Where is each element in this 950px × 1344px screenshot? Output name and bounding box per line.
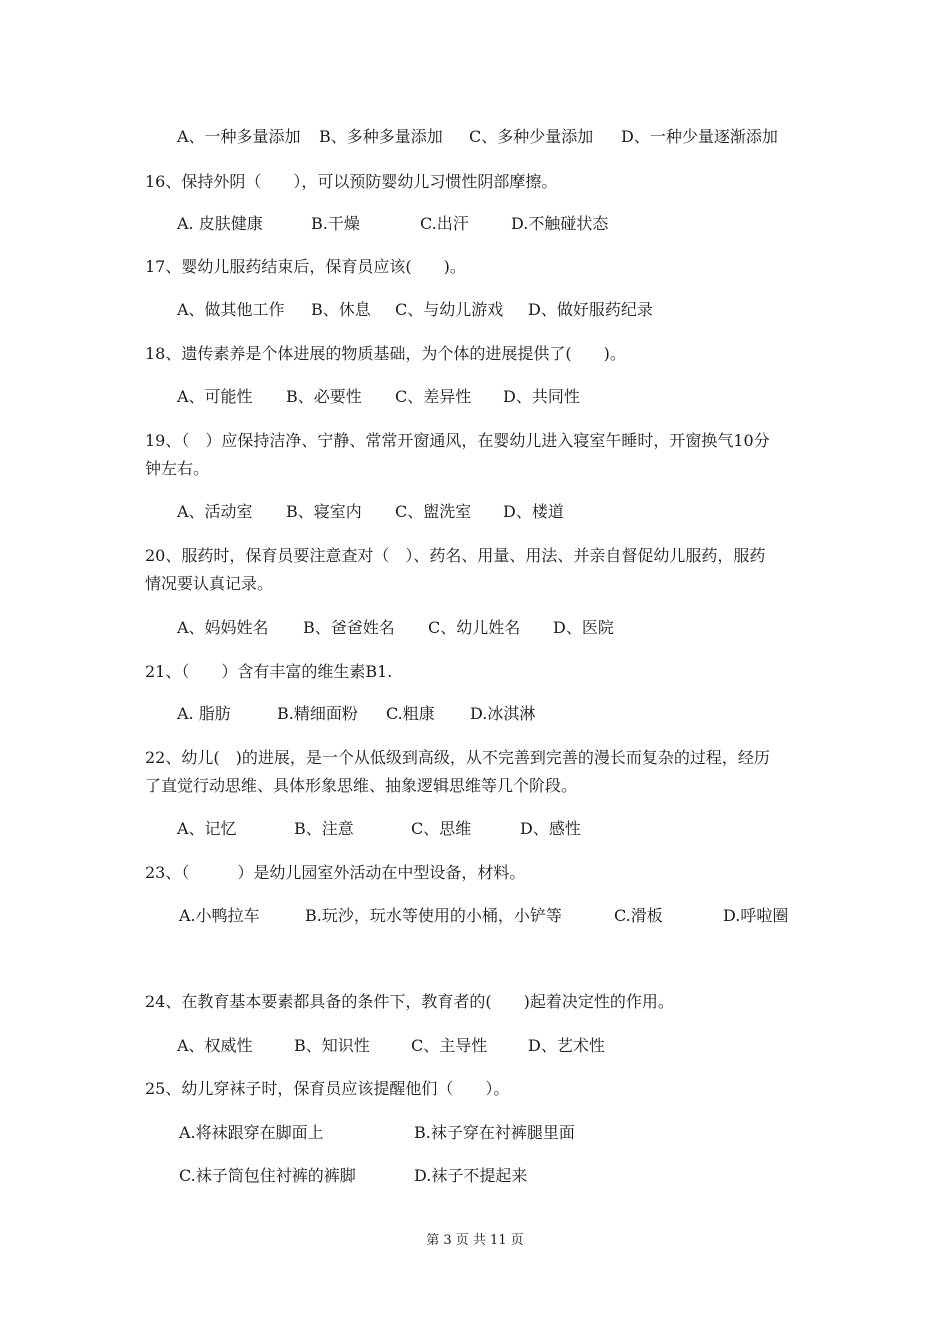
question-19-stem-line2: 钟左右。 xyxy=(145,459,210,478)
option-a: A、活动室 xyxy=(177,502,253,521)
option-d: D、一种少量逐渐添加 xyxy=(621,127,778,146)
option-a: A、权威性 xyxy=(177,1036,253,1055)
option-d: D.冰淇淋 xyxy=(470,704,536,723)
option-b: B.精细面粉 xyxy=(277,704,358,723)
page-number: 第 3 页 共 11 页 xyxy=(426,1233,524,1248)
option-a: A. 脂肪 xyxy=(177,704,231,723)
option-a: A. 皮肤健康 xyxy=(177,214,263,233)
option-d: D、楼道 xyxy=(503,502,564,521)
option-c: C.袜子筒包住衬裤的裤脚 xyxy=(179,1166,356,1185)
option-d: D、艺术性 xyxy=(528,1036,605,1055)
option-b: B.袜子穿在衬裤腿里面 xyxy=(414,1123,575,1142)
option-d: D.呼啦圈 xyxy=(723,906,789,925)
option-d: D、感性 xyxy=(520,819,581,838)
option-c: C、盥洗室 xyxy=(395,502,472,521)
question-19-stem-line1: 19、（ ）应保持洁净、宁静、常常开窗通风，在婴幼儿进入寝室午睡时，开窗换气10分 xyxy=(145,431,770,450)
option-b: B、多种多量添加 xyxy=(319,127,443,146)
question-16-stem: 16、保持外阴（ ），可以预防婴幼儿习惯性阴部摩擦。 xyxy=(145,172,558,191)
option-b: B、爸爸姓名 xyxy=(303,618,395,637)
option-a: A、妈妈姓名 xyxy=(177,618,269,637)
option-d: D、做好服药纪录 xyxy=(528,300,653,319)
option-c: C.滑板 xyxy=(614,906,663,925)
question-18-stem: 18、遗传素养是个体进展的物质基础，为个体的进展提供了( )。 xyxy=(145,344,626,363)
option-c: C.出汗 xyxy=(420,214,469,233)
option-a: A.将袜跟穿在脚面上 xyxy=(179,1123,324,1142)
question-21-stem: 21、（ ）含有丰富的维生素B1. xyxy=(145,662,393,681)
option-c: C、多种少量添加 xyxy=(469,127,594,146)
option-a: A.小鸭拉车 xyxy=(179,906,260,925)
question-20-stem-line2: 情况要认真记录。 xyxy=(145,574,274,593)
question-23-stem: 23、（ ）是幼儿园室外活动在中型设备，材料。 xyxy=(145,863,526,882)
question-22-stem-line1: 22、幼儿( )的进展，是一个从低级到高级，从不完善到完善的漫长而复杂的过程，经历 xyxy=(145,748,770,767)
option-d: D.袜子不提起来 xyxy=(414,1166,528,1185)
option-b: B、必要性 xyxy=(286,387,362,406)
question-25-stem: 25、幼儿穿袜子时，保育员应该提醒他们（ ）。 xyxy=(145,1079,510,1098)
question-20-stem-line1: 20、服药时，保育员要注意查对（ ）、药名、用量、用法、并亲自督促幼儿服药，服药 xyxy=(145,546,766,565)
option-b: B、寝室内 xyxy=(286,502,362,521)
question-17-stem: 17、婴幼儿服药结束后，保育员应该( )。 xyxy=(145,257,466,276)
option-c: C、幼儿姓名 xyxy=(428,618,521,637)
option-b: B、休息 xyxy=(311,300,371,319)
option-d: D、共同性 xyxy=(503,387,580,406)
option-c: C、差异性 xyxy=(395,387,472,406)
option-c: C、思维 xyxy=(411,819,472,838)
question-24-stem: 24、在教育基本要素都具备的条件下，教育者的( )起着决定性的作用。 xyxy=(145,992,674,1011)
option-d: D、医院 xyxy=(553,618,614,637)
option-b: B.玩沙，玩水等使用的小桶，小铲等 xyxy=(305,906,562,925)
option-d: D.不触碰状态 xyxy=(511,214,609,233)
option-b: B.干燥 xyxy=(311,214,360,233)
option-a: A、记忆 xyxy=(177,819,237,838)
option-b: B、知识性 xyxy=(294,1036,370,1055)
option-a: A、做其他工作 xyxy=(177,300,285,319)
option-c: C.粗康 xyxy=(386,704,435,723)
option-c: C、主导性 xyxy=(411,1036,488,1055)
option-c: C、与幼儿游戏 xyxy=(395,300,504,319)
question-22-stem-line2: 了直觉行动思维、具体形象思维、抽象逻辑思维等几个阶段。 xyxy=(145,776,578,795)
option-b: B、注意 xyxy=(294,819,354,838)
option-a: A、可能性 xyxy=(177,387,253,406)
option-a: A、一种多量添加 xyxy=(177,127,301,146)
